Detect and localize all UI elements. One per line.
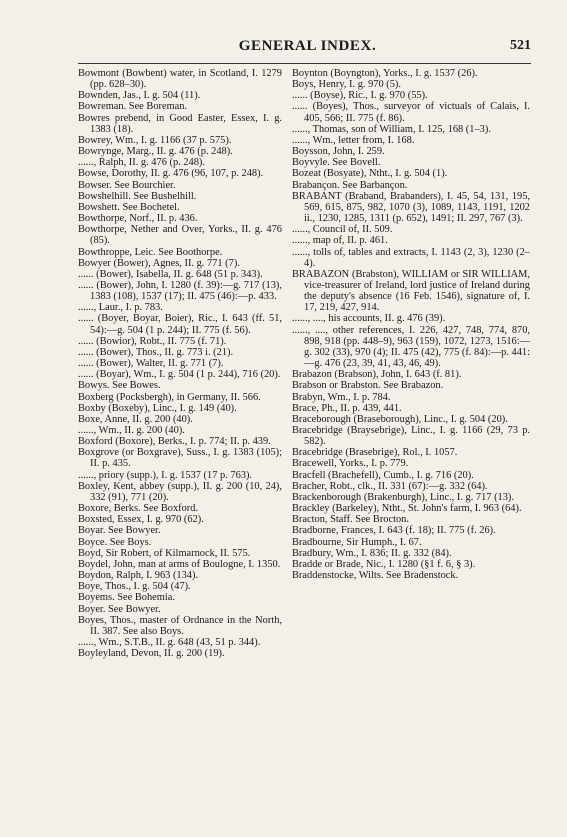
index-entry: Boyar. See Bowyer. [78,525,161,537]
index-entry: Boyvyle. See Bovell. [292,157,381,169]
index-entry: ......, ...., his accounts, II. g. 476 (39). [292,313,446,325]
index-entry: ......, Ralph, II. g. 476 (p. 248). [78,157,205,169]
index-entry: ......, Thomas, son of William, I. 125, 168 (1–3). [292,123,491,135]
running-title: GENERAL INDEX. [238,38,377,54]
index-entry: Boxsted, Essex, I. g. 970 (62). [78,514,204,526]
index-entry: ......, Wm., II. g. 200 (40). [78,425,185,436]
index-entry: Bowse, Dorothy, II. g. 476 (96, 107, p. 248). [78,168,264,180]
index-entry: Boysson, John, I. 259. [292,146,385,158]
index-entry: ......, map of, II. p. 461. [292,235,388,247]
index-entry: Brabson or Brabston. See Brabazon. [292,380,444,392]
index-entry: Bradborne, Frances, I. 643 (f. 18); II. 775 (f. 26). [292,525,496,537]
index-entry: Bowrynge, Marg., II. g. 476 (p. 248). [78,146,233,158]
index-entry: Brabançon. See Barbançon. [292,179,408,191]
index-column-right [292,68,530,581]
index-entry: Boxberg (Pocksbergh), in Germany, II. 566. [78,391,261,403]
index-entry: ...... (Boyse), Ric., I. g. 970 (55). [292,90,428,102]
index-entry: Boyes, Thos., master of Ordnance in the North, II. 387. See also Boys. [78,614,282,637]
index-entry: ...... (Bower), Walter, II. g. 771 (7). [78,358,224,370]
index-entry: Brackenborough (Brakenburgh), Linc., I. g. 717 (13). [292,491,514,503]
index-entry: Bowshelhill. See Bushelhill. [78,190,197,202]
index-entry: Boxby (Boxeby), Linc., I. g. 149 (40). [78,402,237,414]
index-entry: Bowthorpe, Nether and Over, Yorks., II. g. 476 (85). [78,224,282,247]
index-entry: Brace, Ph., II. p. 439, 441. [292,402,402,414]
index-entry: ...... (Boyar), Wm., I. g. 504 (1 p. 244), 716 (20). [78,369,281,381]
index-entry: Bowshett. See Bochetel. [78,201,180,213]
index-entry: Boxford (Boxore), Berks., I. p. 774; II. p. 439. [78,436,271,448]
index-entry: Boyer. See Bowyer. [78,603,161,615]
index-entry: BRABAZON (Brabston), WILLIAM or SIR WILLIAM, vice-treasurer of Ireland, lord justice of Ireland during the deputy's absence (16 Feb. 1546), signature of, I. 17, 219, 427, 914. [292,268,530,314]
page-number: 521 [510,38,531,53]
index-entry: Boynton (Boyngton), Yorks., I. g. 1537 (26). [292,68,478,79]
index-entry: ...... (Boyes), Thos., surveyor of victuals of Calais, I. 405, 566; II. 775 (f. 86). [292,101,530,124]
index-entry: Boyems. See Bohemia. [78,592,175,604]
index-entry: Bowser. See Bourchier. [78,179,176,191]
index-entry: ......, Laur., I. p. 783. [78,302,163,314]
index-entry: ...... (Bower), John, I. 1280 (f. 39):—g. 717 (13), 1383 (108), 1537 (17); II. 475 (46):—p. 433. [78,279,282,303]
index-entry: BRABANT (Braband, Brabanders), I. 45, 54, 131, 195, 569, 615, 875, 982, 1070 (3), 1089, 1143, 1191, 1202 ii., 1230, 1285, 1311 (p. 652), 1491; II. 297, 767 (3). [292,190,530,225]
index-entry: ......, ...., other references, I. 226, 427, 748, 774, 870, 898, 918 (pp. 448–9), 963 (159), 1072, 1273, 1516:—g. 302 (33), 970 (4); II. 475 (42), 775 (f. 84):—p. 441:—g. 476 (23, 39, 41, 43, 46, 49). [292,324,530,370]
index-entry: ...... (Boyer, Boyar, Boier), Ric., I. 643 (ff. 51, 54):—g. 504 (1 p. 244); II. 775 (f. 56). [78,313,282,336]
page-header [78,38,537,58]
index-entry: Bracebridge (Braysebrige), Linc., I. g. 1166 (29, 73 p. 582). [292,425,530,448]
index-entry: Bracfell (Brachefell), Cumb., I. g. 716 (20). [292,469,474,481]
index-entry: ......, tolls of, tables and extracts, I. 1143 (2, 3), 1230 (2–4). [292,246,530,269]
index-entry: Boye, Thos., I. g. 504 (47). [78,581,191,593]
index-entry: Brabazon (Brabson), John, I. 643 (f. 81). [292,369,462,381]
index-entry: Bowthorpe, Norf., II. p. 436. [78,213,198,225]
index-entry: ......, priory (supp.), I. g. 1537 (17 p. 763). [78,469,253,481]
index-entry: ......, Wm., letter from, I. 168. [292,134,415,146]
index-entry: ......, Wm., S.T.B., II. g. 648 (43, 51 p. 344). [78,636,261,648]
header-rule [78,63,531,64]
index-entry: Boxgrove (or Boxgrave), Suss., I. g. 1383 (105); II. p. 435. [78,447,282,470]
index-entry: Braceborough (Braseborough), Linc., I. g. 504 (20). [292,413,508,425]
index-entry: ......, Council of, II. 509. [292,224,393,236]
index-entry: Brabyn, Wm., I. p. 784. [292,391,391,403]
index-entry: ...... (Bower), Thos., II. g. 773 i. (21). [78,346,234,358]
index-entry: Boxe, Anne, II. g. 200 (40). [78,413,193,425]
index-entry: Bowthroppe, Leic. See Boothorpe. [78,246,223,258]
index-entry: Boyd, Sir Robert, of Kilmarnock, II. 575. [78,547,251,559]
index-entry: Boydon, Ralph, I. 963 (134). [78,570,199,582]
index-entry: Bozeat (Bosyate), Ntht., I. g. 504 (1). [292,168,448,180]
index-entry: ...... (Bower), Isabella, II. g. 648 (51 p. 343). [78,268,263,280]
index-entry: ...... (Bowior), Robt., II. 775 (f. 71). [78,335,227,347]
index-entry: Boyleyland, Devon, II. g. 200 (19). [78,648,225,660]
index-entry: Boyce. See Boys. [78,536,152,548]
index-entry: Bowys. See Bowes. [78,380,161,392]
index-entry: Boxley, Kent, abbey (supp.), II. g. 200 (10, 24), 332 (91), 771 (20). [78,480,282,503]
index-entry: Boxore, Berks. See Boxford. [78,503,199,515]
index-entry: Bracewell, Yorks., I. p. 779. [292,458,409,470]
index-column-left [78,68,282,659]
index-entry: Braddenstocke, Wilts. See Bradenstock. [292,570,459,582]
index-entry: Bradbourne, Sir Humph., I. 67. [292,536,422,548]
index-entry: Brackley (Barkeley), Ntht., St. John's farm, I. 963 (64). [292,503,522,515]
index-entry: Bracher, Robt., clk., II. 331 (67):—g. 332 (64). [292,480,488,492]
index-entry: Bowreman. See Boreman. [78,101,188,113]
index-entry: Bowres prebend, in Good Easter, Essex, I. g. 1383 (18). [78,112,282,135]
index-entry: Bradbury, Wm., I. 836; II. g. 332 (84). [292,547,452,559]
index-entry: Boydel, John, man at arms of Boulogne, I. 1350. [78,558,281,570]
index-entry: Bradde or Brade, Nic., I. 1280 (§1 f. 6, § 3). [292,558,476,570]
index-entry: Bowyer (Bower), Agnes, II. g. 771 (7). [78,257,240,269]
index-entry: Bowmont (Bowbent) water, in Scotland, I. 1279 (pp. 628–30). [78,68,282,91]
index-entry: Bowrey, Wm., I. g. 1166 (37 p. 575). [78,134,232,146]
index-entry: Bracebridge (Brasebrige), Rol., I. 1057. [292,447,458,459]
index-entry: Bownden, Jas., I. g. 504 (11). [78,90,201,102]
index-entry: Boys, Henry, I. g. 970 (5). [292,79,401,91]
index-entry: Bracton, Staff. See Brocton. [292,514,409,526]
